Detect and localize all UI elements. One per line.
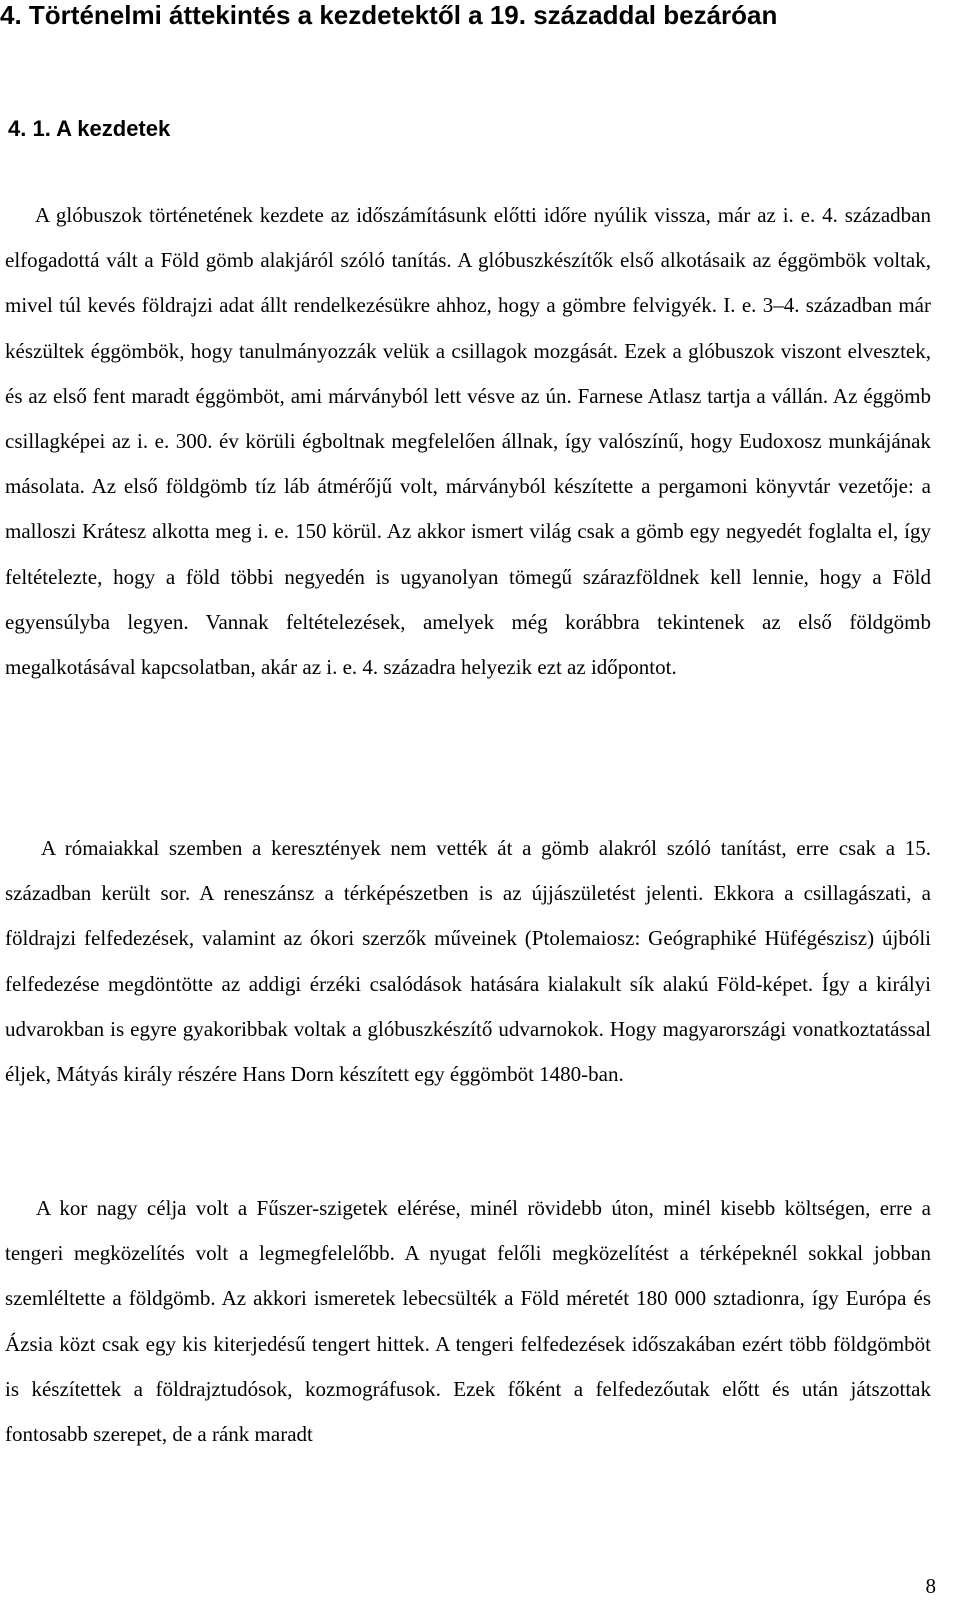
page-number: 8 bbox=[925, 1574, 936, 1598]
paragraph-globe-origins: A glóbuszok történetének kezdete az időszámításunk előtti időre nyúlik vissza, már az i. e. 4. században elfogadottá vált a Föld gömb alakjáról szóló tanítás. A glóbuszkészítők első alkotásaik az éggömbök voltak, mivel túl kevés földrajzi adat állt rendelkezésükre ahhoz, hogy a gömbre felvigyék. I. e. 3–4. században már készültek éggömbök, hogy tanulmányozzák velük a csillagok mozgását. Ezek a glóbuszok viszont elvesztek, és az első fent maradt éggömböt, ami márványból lett vésve az ún. Farnese Atlasz tartja a vállán. Az éggömb csillagképei az i. e. 300. év körüli égboltnak megfelelően állnak, így valószínű, hogy Eudoxosz munkájának másolata. Az első földgömb tíz láb átmérőjű volt, márványból készítette a pergamoni könyvtár vezetője: a malloszi Krátesz alkotta meg i. e. 150 körül. Az akkor ismert világ csak a gömb egy negyedét foglalta el, így feltételezte, hogy a föld többi negyedén is ugyanolyan tömegű szárazföldnek kell lennie, hogy a Föld egyensúlyba legyen. Vannak feltételezések, amelyek még korábbra tekintenek az első földgömb megalkotásával kapcsolatban, akár az i. e. 4. századra helyezik ezt az időpontot. bbox=[5, 203, 931, 680]
section-title: 4. 1. A kezdetek bbox=[8, 116, 171, 141]
paragraph-discoveries: A kor nagy célja volt a Fűszer-szigetek elérése, minél rövidebb úton, minél kisebb költségen, erre a tengeri megközelítés volt a legmegfelelőbb. A nyugat felőli megközelítést a térképeknél sokkal jobban szemléltette a földgömb. Az akkori ismeretek lebecsülték a Föld méretét 180 000 sztadionra, így Európa és Ázsia közt csak egy kis kiterjedésű tengert hittek. A tengeri felfedezések időszakában ezért több földgömböt is készítettek a földrajztudósok, kozmográfusok. Ezek főként a felfedezőutak előtt és után játszottak fontosabb szerepet, de a ránk maradt bbox=[5, 1196, 931, 1447]
paragraph-renaissance: A rómaiakkal szemben a keresztények nem vették át a gömb alakról szóló tanítást, erre csak a 15. században került sor. A reneszánsz a térképészetben is az újjászületést jelenti. Ekkora a csillagászati, a földrajzi felfedezések, valamint az ókori szerzők műveinek (Ptolemaiosz: Geógraphiké Hüfégészisz) újbóli felfedezése megdöntötte az addigi érzéki csalódások hatására kialakult sík alakú Föld-képet. Így a királyi udvarokban is egyre gyakoribbak voltak a glóbuszkészítő udvarnokok. Hogy magyarországi vonatkoztatással éljek, Mátyás király részére Hans Dorn készített egy éggömböt 1480-ban. bbox=[5, 836, 931, 1087]
chapter-title: 4. Történelmi áttekintés a kezdetektől a 19. századdal bezáróan bbox=[0, 0, 778, 30]
